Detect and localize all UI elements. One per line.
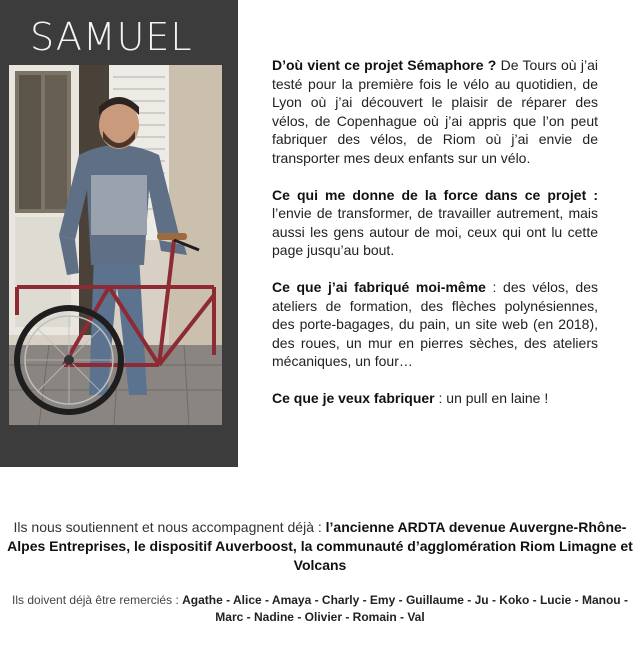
bio-origin-label: D’où vient ce projet Sémaphore ? (272, 57, 497, 73)
bio-made (272, 278, 598, 371)
supporters-intro: Ils nous soutiennent et nous accompagnent déjà : (13, 519, 326, 535)
portrait-photo (9, 65, 222, 425)
thanks-intro: Ils doivent déjà être remerciés : (12, 593, 183, 607)
supporters-paragraph (0, 518, 640, 575)
bio-motivation-text: l’envie de transformer, de travailler autrement, mais aussi les gens autour de moi, ceux qui ont lu cette page jusqu’au bout. (272, 205, 598, 259)
bio-wish (272, 389, 598, 408)
bio-section (272, 56, 598, 426)
bio-origin (272, 56, 598, 168)
supporters-names: l’ancienne ARDTA devenue Auvergne-Rhône-Alpes Entreprises, le dispositif Auverboost, la communauté d’agglomération Riom Limagne et Volcans (7, 519, 633, 573)
bio-wish-text: : un pull en laine ! (434, 389, 549, 406)
portrait-illustration (9, 65, 222, 425)
bio-made-label: Ce que j’ai fabriqué moi-même (272, 278, 486, 295)
bio-wish-label: Ce que je veux fabriquer (272, 389, 435, 406)
bio-origin-text: De Tours où j’ai testé pour la première fois le vélo au quotidien, de Lyon où j’ai découvert le plaisir de réparer des vélos, de Copenhague où j’ai appris que l’on peut fabriquer des vélos, de Riom où j’ai envie de transporter mes deux enfants sur un vélo. (272, 57, 598, 166)
bio-motivation-label: Ce qui me donne de la force dans ce projet : (272, 186, 598, 203)
profile-panel (0, 0, 238, 467)
thanks-paragraph (0, 592, 640, 625)
profile-name: SAMUEL (30, 15, 193, 59)
bio-made-text: : des vélos, des ateliers de formation, des flèches polynésiennes, des porte-bagages, du pain, un site web (en 2018), des roues, un mur en pierres sèches, des ateliers mécaniques, un four… (272, 278, 598, 370)
thanks-names: Agathe - Alice - Amaya - Charly - Emy - Guillaume - Ju - Koko - Lucie - Manou - Marc - Nadine - Olivier - Romain - Val (182, 593, 628, 624)
bio-motivation (272, 186, 598, 260)
